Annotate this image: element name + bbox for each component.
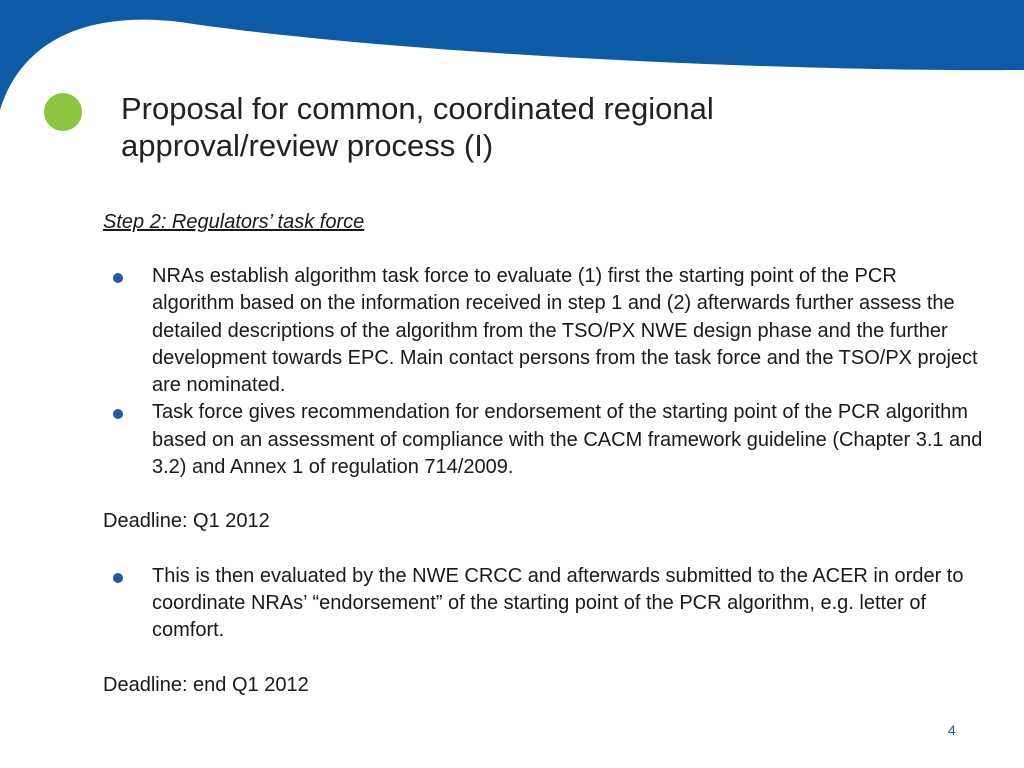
spacer — [103, 536, 983, 563]
bullet-text: NRAs establish algorithm task force to evaluate (1) first the starting point of the PCR algorithm based on the information received in step 1 and (2) afterwards further assess the detailed descriptions of the algorithm from the TSO/PX NWE design phase and the further development towards EPC. Main contact persons from the task force and the TSO/PX project are nominated. — [152, 265, 978, 397]
bullet-list-1 — [103, 263, 983, 481]
bullet-item — [103, 263, 983, 399]
slide-content — [103, 209, 983, 699]
bullet-dot-icon — [113, 273, 123, 283]
bullet-item — [103, 399, 983, 481]
slide-title: Proposal for common, coordinated regional approval/review process (I) — [121, 91, 714, 163]
deadline-1: Deadline: Q1 2012 — [103, 510, 270, 533]
bullet-list-2 — [103, 563, 983, 645]
spacer — [103, 236, 983, 263]
bullet-dot-icon — [113, 573, 123, 583]
title-bullet-dot — [44, 93, 82, 131]
bullet-dot-icon — [113, 409, 123, 419]
deadline-2: Deadline: end Q1 2012 — [103, 673, 309, 696]
bullet-item — [103, 563, 983, 645]
spacer — [103, 645, 983, 672]
page-number: 4 — [948, 722, 956, 738]
bullet-text: Task force gives recommendation for endorsement of the starting point of the PCR algorithm based on an assessment of compliance with the CACM framework guideline (Chapter 3.1 and 3.2) and Annex 1 of regulation 714/2009. — [152, 401, 983, 479]
bullet-text: This is then evaluated by the NWE CRCC and afterwards submitted to the ACER in order to coordinate NRAs’ “endorsement” of the starting point of the PCR algorithm, e.g. letter of comfort. — [152, 564, 964, 642]
step-heading: Step 2: Regulators’ task force — [103, 211, 365, 233]
spacer — [103, 481, 983, 508]
